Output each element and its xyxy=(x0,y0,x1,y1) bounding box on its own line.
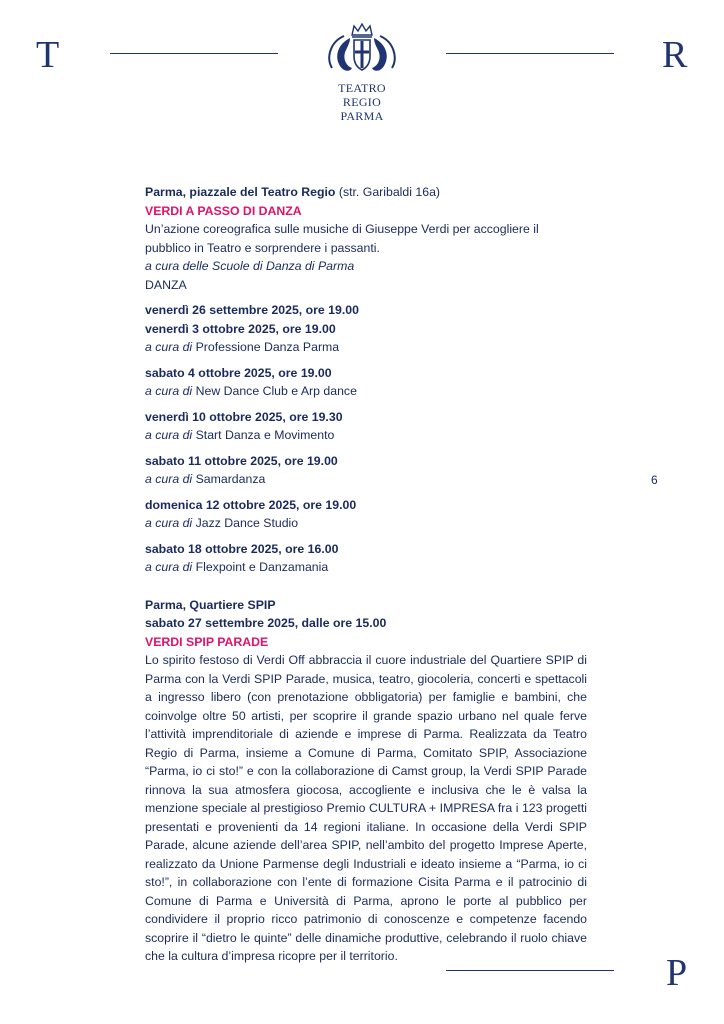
performer-name: New Dance Club e Arp dance xyxy=(195,384,357,398)
cura-prefix: a cura di xyxy=(145,428,193,442)
performance-date: venerdì 3 ottobre 2025, ore 19.00 xyxy=(145,321,336,336)
event-description: Un’azione coreografica sulle musiche di Giuseppe Verdi per accogliere il pubblico in Teatro e sorprendere i passanti. xyxy=(145,222,539,255)
performance-block xyxy=(145,540,587,577)
performance-block xyxy=(145,408,587,445)
header-letter-right: R xyxy=(662,34,688,76)
section-verdi-spip-parade xyxy=(145,596,587,966)
performance-date: sabato 4 ottobre 2025, ore 19.00 xyxy=(145,365,332,380)
venue-name: Parma, piazzale del Teatro Regio xyxy=(145,185,336,199)
performance-credit xyxy=(145,558,587,577)
performance-date: sabato 18 ottobre 2025, ore 16.00 xyxy=(145,541,339,556)
footer-letter: P xyxy=(666,952,688,994)
performance-block xyxy=(145,364,587,401)
performance-date: venerdì 10 ottobre 2025, ore 19.30 xyxy=(145,409,343,424)
header-letter-left: T xyxy=(36,34,60,76)
cura-prefix: a cura di xyxy=(145,560,193,574)
cura-prefix: a cura di xyxy=(145,516,193,530)
performer-name: Start Danza e Movimento xyxy=(195,428,335,442)
logo-text-line1: TEATRO REGIO xyxy=(338,81,386,109)
cura-prefix: a cura di xyxy=(145,384,193,398)
performance-date: venerdì 26 settembre 2025, ore 19.00 xyxy=(145,303,359,317)
performance-date: sabato 11 ottobre 2025, ore 19.00 xyxy=(145,453,338,468)
performance-credit xyxy=(145,382,587,401)
event-date: sabato 27 settembre 2025, dalle ore 15.00 xyxy=(145,616,387,630)
cura-prefix: a cura di xyxy=(145,340,193,354)
performance-date: domenica 12 ottobre 2025, ore 19.00 xyxy=(145,497,357,512)
event-body: Lo spirito festoso di Verdi Off abbraccia il cuore industriale del Quartiere SPIP di Parma con la Verdi SPIP Parade, musica, teatro, giocoleria, concerti e spettacoli a ingresso libero (con prenotazione obbligatoria) per famiglie e bambini, che coinvolge oltre 50 artisti, per scoprire il grande spazio urbano nel quale ferve l’attività imprenditoriale di aziende e imprese di Parma. Realizzata da Teatro Regio di Parma, insieme a Comune di Parma, Comitato SPIP, Associazione “Parma, io ci sto!” e con la collaborazione di Camst group, la Verdi SPIP Parade rinnova la sua atmosfera giocosa, accogliente e inclusiva che le è valsa la menzione speciale al prestigioso Premio CULTURA + IMPRESA fra i 123 progetti presentati e provenienti da 14 regioni italiane. In occasione della Verdi SPIP Parade, alcune aziende dell’area SPIP, nell’ambito del progetto Imprese Aperte, realizzato da Unione Parmense degli Industriali e ideato insieme a “Parma, io ci sto!”, in collaborazione con l’ente di formazione Cisita Parma e il patrocinio di Comune di Parma e Università di Parma, aprono le porte al pubblico per condividere il proprio ricco patrimonio di conoscenze e competenze facendo scoprire il “dietro le quinte” delle dinamiche produttive, celebrando il ruolo chiave che la cultura d’impresa ricopre per il territorio. xyxy=(145,653,587,963)
crown-crest-icon xyxy=(324,22,400,78)
cura-prefix: a cura di xyxy=(145,472,193,486)
performer-name: Jazz Dance Studio xyxy=(195,516,299,530)
event-credit: a cura delle Scuole di Danza di Parma xyxy=(145,259,355,273)
event-title: VERDI A PASSO DI DANZA xyxy=(145,203,302,218)
performance-credit xyxy=(145,338,587,357)
performance-credit xyxy=(145,470,587,489)
performance-block xyxy=(145,452,587,489)
event-category: DANZA xyxy=(145,277,187,292)
footer-rule xyxy=(446,970,614,971)
performance-block xyxy=(145,301,587,357)
teatro-regio-logo xyxy=(318,22,406,123)
performance-credit xyxy=(145,426,587,445)
venue-line xyxy=(145,183,587,202)
header-rule-left xyxy=(110,53,278,54)
page-number: 6 xyxy=(651,473,658,487)
logo-text-line2: PARMA xyxy=(340,109,384,123)
venue-name: Parma, Quartiere SPIP xyxy=(145,597,276,612)
performance-block xyxy=(145,496,587,533)
performer-name: Flexpoint e Danzamania xyxy=(195,560,329,574)
main-content xyxy=(145,183,587,966)
section-verdi-a-passo-di-danza xyxy=(145,183,587,577)
performer-name: Professione Danza Parma xyxy=(195,340,340,354)
performer-name: Samardanza xyxy=(195,472,266,486)
header-rule-right xyxy=(446,53,614,54)
venue-address: (str. Garibaldi 16a) xyxy=(338,185,441,199)
performance-credit xyxy=(145,514,587,533)
event-title: VERDI SPIP PARADE xyxy=(145,634,269,649)
